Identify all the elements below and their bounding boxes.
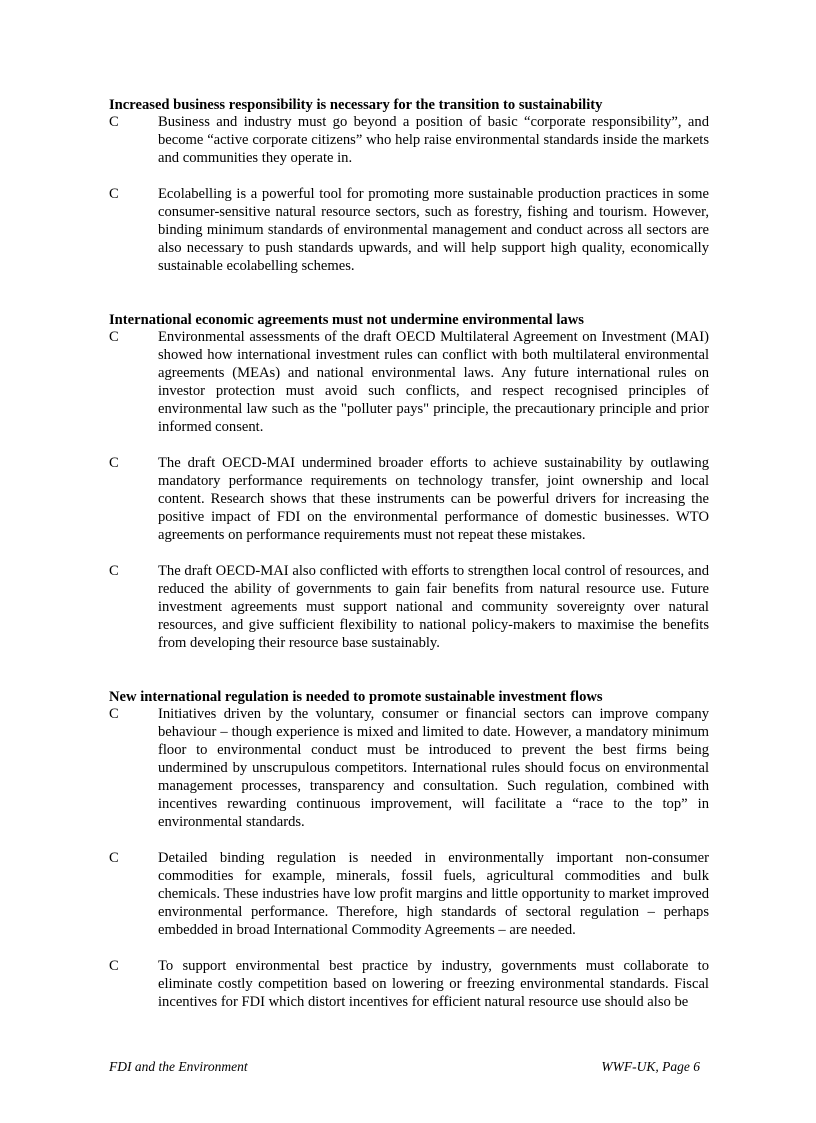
section-international-regulation	[109, 688, 709, 1011]
footer-page-number: WWF-UK, Page 6	[601, 1059, 700, 1074]
bullet-text: The draft OECD-MAI undermined broader efforts to achieve sustainability by outlawing mandatory performance requirements on technology transfer, joint ownership and local content. Research shows that these instruments can be powerful drivers for increasing the positive impact of FDI on the environmental performance of domestic businesses. WTO agreements on performance requirements must not repeat these mistakes.	[158, 455, 709, 543]
bullet-text: To support environmental best practice by industry, governments must collaborate to eliminate costly competition based on lowering or freezing environmental standards. Fiscal incentives for FDI which distort incentives for efficient natural resource use should also be	[158, 958, 709, 1010]
bullet-marker: C	[109, 455, 119, 471]
bullet-item	[109, 562, 709, 652]
bullet-text: Business and industry must go beyond a position of basic “corporate responsibility”, and become “active corporate citizens” who help raise environmental standards inside the markets and communities they operate in.	[158, 114, 709, 166]
bullet-marker: C	[109, 958, 119, 974]
bullet-text: Detailed binding regulation is needed in environmentally important non-consumer commodities for example, minerals, fossil fuels, agricultural commodities and bulk chemicals. These industries have low profit margins and little opportunity to market improved environmental performance. Therefore, high standards of sectoral regulation – perhaps embedded in broad International Commodity Agreements – are needed.	[158, 850, 709, 938]
bullet-marker: C	[109, 114, 119, 130]
bullet-text: The draft OECD-MAI also conflicted with efforts to strengthen local control of resources, and reduced the ability of governments to gain fair benefits from natural resource use. Future investment agreements must support national and community sovereignty over natural resources, and give sufficient flexibility to national policy-makers to maximise the benefits from developing their resource base sustainably.	[158, 563, 709, 651]
bullet-marker: C	[109, 329, 119, 345]
section-business-responsibility	[109, 96, 709, 275]
section-heading: Increased business responsibility is necessary for the transition to sustainability	[109, 97, 603, 113]
section-heading: New international regulation is needed to promote sustainable investment flows	[109, 689, 603, 705]
bullet-marker: C	[109, 186, 119, 202]
bullet-marker: C	[109, 563, 119, 579]
bullet-item	[109, 185, 709, 275]
page-footer	[109, 1059, 700, 1075]
bullet-marker: C	[109, 850, 119, 866]
document-body	[109, 96, 709, 1047]
footer-document-title: FDI and the Environment	[109, 1059, 248, 1074]
bullet-text: Ecolabelling is a powerful tool for promoting more sustainable production practices in some consumer-sensitive natural resource sectors, such as forestry, fishing and tourism. However, binding minimum standards of environmental management and conduct across all sectors are also necessary to push standards upwards, and will help support high quality, economically sustainable ecolabelling schemes.	[158, 186, 709, 274]
bullet-item	[109, 849, 709, 939]
bullet-text: Initiatives driven by the voluntary, consumer or financial sectors can improve company behaviour – though experience is mixed and limited to date. However, a mandatory minimum floor to environmental conduct must be introduced to prevent the best firms being undermined by unscrupulous competitors. International rules should focus on environmental management processes, transparency and consultation. Such regulation, combined with incentives rewarding continuous improvement, will facilitate a “race to the top” in environmental standards.	[158, 706, 709, 830]
bullet-item	[109, 113, 709, 167]
section-economic-agreements	[109, 311, 709, 652]
bullet-text: Environmental assessments of the draft OECD Multilateral Agreement on Investment (MAI) showed how international investment rules can conflict with both multilateral environmental agreements (MEAs) and national environmental laws. Any future international rules on investor protection must avoid such conflicts, and respect recognised principles of environmental law such as the "polluter pays" principle, the precautionary principle and prior informed consent.	[158, 329, 709, 435]
bullet-item	[109, 454, 709, 544]
bullet-marker: C	[109, 706, 119, 722]
section-heading: International economic agreements must not undermine environmental laws	[109, 312, 584, 328]
bullet-item	[109, 328, 709, 436]
bullet-item	[109, 705, 709, 831]
bullet-item	[109, 957, 709, 1011]
